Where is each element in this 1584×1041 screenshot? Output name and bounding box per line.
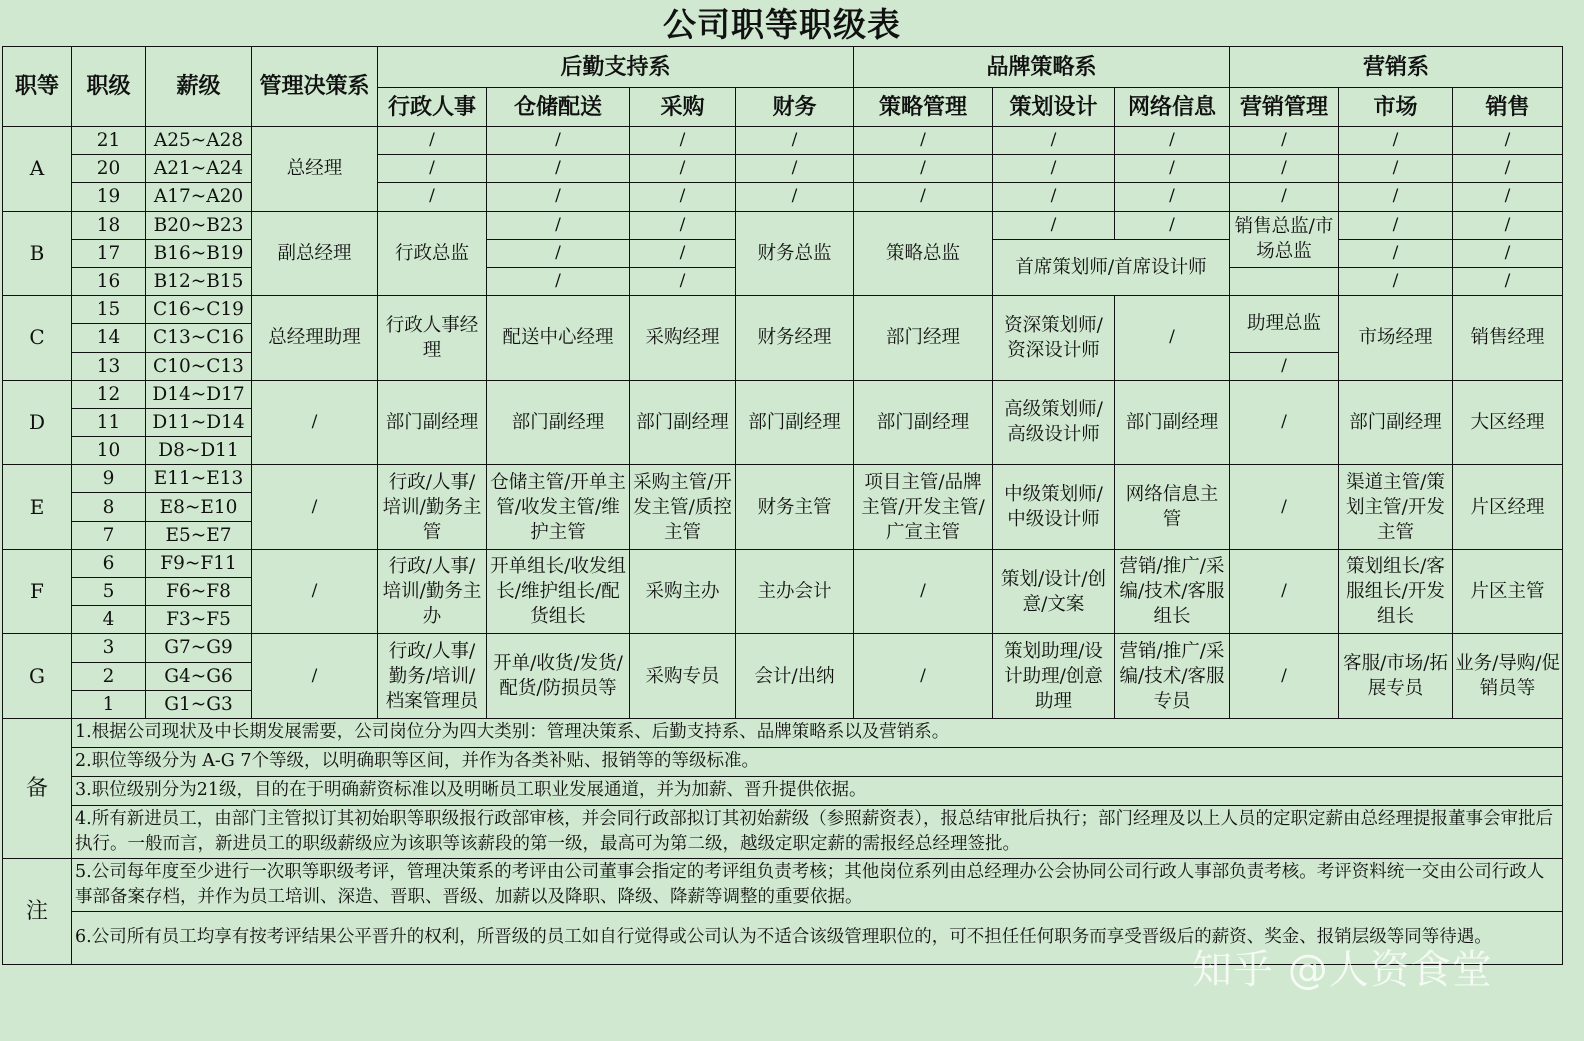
grade-f: F bbox=[3, 549, 72, 634]
salary-cell: G7~G9 bbox=[146, 634, 252, 662]
salary-cell: F9~F11 bbox=[146, 549, 252, 577]
cell-b-blank bbox=[1230, 267, 1339, 295]
salary-cell: A17~A20 bbox=[146, 183, 252, 211]
notes-label-2: 注 bbox=[3, 858, 72, 964]
level-cell: 12 bbox=[72, 380, 146, 408]
cell-g-sales: 业务/导购/促销员等 bbox=[1453, 634, 1563, 719]
level-cell: 1 bbox=[72, 690, 146, 718]
slash-cell: / bbox=[487, 183, 630, 211]
grade-c: C bbox=[3, 296, 72, 381]
slash-cell: / bbox=[1230, 549, 1339, 634]
cell-f-network: 营销/推广/采编/技术/客服组长 bbox=[1115, 549, 1230, 634]
cell-c-storage: 配送中心经理 bbox=[487, 296, 630, 381]
slash-cell: / bbox=[487, 127, 630, 155]
cell-e-storage: 仓储主管/开单主管/收发主管/维护主管 bbox=[487, 465, 630, 550]
table-row bbox=[3, 549, 1563, 577]
cell-d-strategy: 部门副经理 bbox=[854, 380, 993, 465]
slash-cell: / bbox=[252, 634, 378, 719]
notes-row bbox=[3, 805, 1563, 858]
slash-cell: / bbox=[1230, 380, 1339, 465]
level-cell: 20 bbox=[72, 155, 146, 183]
slash-cell: / bbox=[1453, 267, 1563, 295]
cell-f-admin: 行政/人事/培训/勤务主办 bbox=[378, 549, 487, 634]
slash-cell: / bbox=[1453, 211, 1563, 239]
cell-e-sales: 片区经理 bbox=[1453, 465, 1563, 550]
note-item: 2.职位等级分为 A-G 7个等级，以明确职等区间，并作为各类补贴、报销等的等级标准。 bbox=[72, 747, 1563, 776]
cell-g-design: 策划助理/设计助理/创意助理 bbox=[993, 634, 1115, 719]
cell-c-design: 资深策划师/资深设计师 bbox=[993, 296, 1115, 381]
slash-cell: / bbox=[736, 127, 854, 155]
cell-g-admin: 行政/人事/勤务/培训/档案管理员 bbox=[378, 634, 487, 719]
cell-g-finance: 会计/出纳 bbox=[736, 634, 854, 719]
cell-c-market: 市场经理 bbox=[1339, 296, 1453, 381]
grade-d: D bbox=[3, 380, 72, 465]
slash-cell: / bbox=[1230, 155, 1339, 183]
cell-a-mgmt: 总经理 bbox=[252, 127, 378, 212]
cell-g-storage: 开单/收货/发货/配货/防损员等 bbox=[487, 634, 630, 719]
notes-row bbox=[3, 747, 1563, 776]
slash-cell: / bbox=[378, 183, 487, 211]
slash-cell: / bbox=[1115, 183, 1230, 211]
slash-cell: / bbox=[1230, 183, 1339, 211]
level-cell: 18 bbox=[72, 211, 146, 239]
level-cell: 19 bbox=[72, 183, 146, 211]
level-cell: 14 bbox=[72, 324, 146, 352]
slash-cell: / bbox=[487, 155, 630, 183]
grade-g: G bbox=[3, 634, 72, 719]
slash-cell: / bbox=[1230, 352, 1339, 380]
cell-c-sales: 销售经理 bbox=[1453, 296, 1563, 381]
slash-cell: / bbox=[993, 155, 1115, 183]
cell-e-finance: 财务主管 bbox=[736, 465, 854, 550]
salary-cell: E8~E10 bbox=[146, 493, 252, 521]
cell-c-strategy: 部门经理 bbox=[854, 296, 993, 381]
header-level: 职级 bbox=[72, 47, 146, 127]
slash-cell: / bbox=[252, 549, 378, 634]
salary-cell: A25~A28 bbox=[146, 127, 252, 155]
table-row bbox=[3, 155, 1563, 183]
level-cell: 16 bbox=[72, 267, 146, 295]
cell-d-admin: 部门副经理 bbox=[378, 380, 487, 465]
level-cell: 8 bbox=[72, 493, 146, 521]
salary-cell: D14~D17 bbox=[146, 380, 252, 408]
slash-cell: / bbox=[252, 465, 378, 550]
cell-e-strategy: 项目主管/品牌主管/开发主管/广宣主管 bbox=[854, 465, 993, 550]
salary-cell: B16~B19 bbox=[146, 239, 252, 267]
slash-cell: / bbox=[1230, 465, 1339, 550]
cell-f-market: 策划组长/客服组长/开发组长 bbox=[1339, 549, 1453, 634]
slash-cell: / bbox=[993, 127, 1115, 155]
slash-cell: / bbox=[736, 183, 854, 211]
cell-d-finance: 部门副经理 bbox=[736, 380, 854, 465]
slash-cell: / bbox=[1230, 127, 1339, 155]
cell-e-market: 渠道主管/策划主管/开发主管 bbox=[1339, 465, 1453, 550]
header-design: 策划设计 bbox=[993, 88, 1115, 127]
table-row bbox=[3, 211, 1563, 239]
table-row bbox=[3, 634, 1563, 662]
level-cell: 21 bbox=[72, 127, 146, 155]
level-cell: 11 bbox=[72, 408, 146, 436]
header-logistics: 后勤支持系 bbox=[378, 47, 854, 88]
slash-cell: / bbox=[1230, 634, 1339, 719]
header-marketing: 营销系 bbox=[1230, 47, 1563, 88]
cell-f-storage: 开单组长/收发组长/维护组长/配货组长 bbox=[487, 549, 630, 634]
cell-e-purchase: 采购主管/开发主管/质控主管 bbox=[630, 465, 736, 550]
cell-e-admin: 行政/人事/培训/勤务主管 bbox=[378, 465, 487, 550]
slash-cell: / bbox=[1115, 155, 1230, 183]
level-cell: 2 bbox=[72, 662, 146, 690]
cell-d-design: 高级策划师/高级设计师 bbox=[993, 380, 1115, 465]
header-strategy: 策略管理 bbox=[854, 88, 993, 127]
slash-cell: / bbox=[993, 183, 1115, 211]
cell-e-design: 中级策划师/中级设计师 bbox=[993, 465, 1115, 550]
cell-f-design: 策划/设计/创意/文案 bbox=[993, 549, 1115, 634]
slash-cell: / bbox=[1115, 211, 1230, 239]
cell-b-admin: 行政总监 bbox=[378, 211, 487, 296]
cell-g-purchase: 采购专员 bbox=[630, 634, 736, 719]
slash-cell: / bbox=[630, 127, 736, 155]
slash-cell: / bbox=[1453, 183, 1563, 211]
slash-cell: / bbox=[487, 239, 630, 267]
cell-g-network: 营销/推广/采编/技术/客服专员 bbox=[1115, 634, 1230, 719]
slash-cell: / bbox=[1339, 127, 1453, 155]
cell-b-chief: 首席策划师/首席设计师 bbox=[993, 239, 1230, 295]
cell-d-purchase: 部门副经理 bbox=[630, 380, 736, 465]
slash-cell: / bbox=[378, 127, 487, 155]
note-item: 1.根据公司现状及中长期发展需要，公司岗位分为四大类别：管理决策系、后勤支持系、品牌策略系以及营销系。 bbox=[72, 718, 1563, 747]
cell-b-finance: 财务总监 bbox=[736, 211, 854, 296]
level-cell: 4 bbox=[72, 606, 146, 634]
slash-cell: / bbox=[1115, 127, 1230, 155]
salary-cell: F3~F5 bbox=[146, 606, 252, 634]
slash-cell: / bbox=[1339, 211, 1453, 239]
level-cell: 9 bbox=[72, 465, 146, 493]
header-brand: 品牌策略系 bbox=[854, 47, 1230, 88]
notes-row bbox=[3, 718, 1563, 747]
level-cell: 5 bbox=[72, 578, 146, 606]
cell-d-market: 部门副经理 bbox=[1339, 380, 1453, 465]
cell-c-purchase: 采购经理 bbox=[630, 296, 736, 381]
note-item: 4.所有新进员工，由部门主管拟订其初始职等职级报行政部审核，并会同行政部拟订其初始薪级（参照薪资表），报总结审批后执行；部门经理及以上人员的定职定薪由总经理提报董事会审批后执行。一般而言，新进员工的职级薪级应为该职等该薪段的第一级，最高可为第二级，越级定职定薪的需报经总经理签批。 bbox=[72, 805, 1563, 858]
slash-cell: / bbox=[993, 211, 1115, 239]
header-management: 管理决策系 bbox=[252, 47, 378, 127]
header-marketing-mgmt: 营销管理 bbox=[1230, 88, 1339, 127]
level-cell: 3 bbox=[72, 634, 146, 662]
slash-cell: / bbox=[1115, 296, 1230, 381]
level-cell: 7 bbox=[72, 521, 146, 549]
note-item: 3.职位级别分为21级，目的在于明确薪资标准以及明晰员工职业发展通道，并为加薪、晋升提供依据。 bbox=[72, 776, 1563, 805]
note-item: 5.公司每年度至少进行一次职等职级考评，管理决策系的考评由公司董事会指定的考评组负责考核；其他岗位系列由总经理办公会协同公司行政人事部负责考核。考评资料统一交由公司行政人事部备案存档，并作为员工培训、深造、晋职、晋级、加薪以及降职、降级、降薪等调整的重要依据。 bbox=[72, 858, 1563, 911]
slash-cell: / bbox=[630, 239, 736, 267]
salary-cell: G1~G3 bbox=[146, 690, 252, 718]
watermark: 知乎 @人资食堂 bbox=[1192, 947, 1493, 993]
grade-table bbox=[2, 46, 1563, 965]
slash-cell: / bbox=[630, 267, 736, 295]
header-grade: 职等 bbox=[3, 47, 72, 127]
salary-cell: C13~C16 bbox=[146, 324, 252, 352]
cell-f-sales: 片区主管 bbox=[1453, 549, 1563, 634]
header-purchase: 采购 bbox=[630, 88, 736, 127]
slash-cell: / bbox=[854, 634, 993, 719]
sheet bbox=[2, 4, 1562, 965]
header-salary: 薪级 bbox=[146, 47, 252, 127]
salary-cell: E5~E7 bbox=[146, 521, 252, 549]
cell-c-finance: 财务经理 bbox=[736, 296, 854, 381]
header-sales: 销售 bbox=[1453, 88, 1563, 127]
table-title: 公司职等职级表 bbox=[663, 5, 901, 44]
slash-cell: / bbox=[630, 183, 736, 211]
cell-e-network: 网络信息主管 bbox=[1115, 465, 1230, 550]
salary-cell: F6~F8 bbox=[146, 578, 252, 606]
slash-cell: / bbox=[487, 267, 630, 295]
header-market: 市场 bbox=[1339, 88, 1453, 127]
slash-cell: / bbox=[1339, 239, 1453, 267]
cell-c-marketing-mgmt: 助理总监 bbox=[1230, 296, 1339, 352]
header-finance: 财务 bbox=[736, 88, 854, 127]
cell-b-mgmt: 副总经理 bbox=[252, 211, 378, 296]
level-cell: 10 bbox=[72, 437, 146, 465]
level-cell: 13 bbox=[72, 352, 146, 380]
grade-a: A bbox=[3, 127, 72, 212]
cell-f-finance: 主办会计 bbox=[736, 549, 854, 634]
slash-cell: / bbox=[854, 155, 993, 183]
salary-cell: D11~D14 bbox=[146, 408, 252, 436]
salary-cell: C10~C13 bbox=[146, 352, 252, 380]
slash-cell: / bbox=[1453, 239, 1563, 267]
slash-cell: / bbox=[854, 183, 993, 211]
slash-cell: / bbox=[1339, 267, 1453, 295]
slash-cell: / bbox=[378, 155, 487, 183]
salary-cell: C16~C19 bbox=[146, 296, 252, 324]
slash-cell: / bbox=[1453, 155, 1563, 183]
cell-c-mgmt: 总经理助理 bbox=[252, 296, 378, 381]
cell-g-market: 客服/市场/拓展专员 bbox=[1339, 634, 1453, 719]
notes-label-1: 备 bbox=[3, 718, 72, 858]
salary-cell: B12~B15 bbox=[146, 267, 252, 295]
level-cell: 15 bbox=[72, 296, 146, 324]
slash-cell: / bbox=[252, 380, 378, 465]
grade-e: E bbox=[3, 465, 72, 550]
salary-cell: B20~B23 bbox=[146, 211, 252, 239]
header-storage: 仓储配送 bbox=[487, 88, 630, 127]
cell-d-network: 部门副经理 bbox=[1115, 380, 1230, 465]
cell-b-marketing: 销售总监/市场总监 bbox=[1230, 211, 1339, 267]
slash-cell: / bbox=[630, 155, 736, 183]
level-cell: 17 bbox=[72, 239, 146, 267]
salary-cell: A21~A24 bbox=[146, 155, 252, 183]
slash-cell: / bbox=[854, 549, 993, 634]
header-admin: 行政人事 bbox=[378, 88, 487, 127]
slash-cell: / bbox=[736, 155, 854, 183]
level-cell: 6 bbox=[72, 549, 146, 577]
salary-cell: D8~D11 bbox=[146, 437, 252, 465]
slash-cell: / bbox=[1339, 183, 1453, 211]
cell-b-strategy: 策略总监 bbox=[854, 211, 993, 296]
cell-c-admin: 行政人事经理 bbox=[378, 296, 487, 381]
slash-cell: / bbox=[487, 211, 630, 239]
cell-f-purchase: 采购主办 bbox=[630, 549, 736, 634]
header-row bbox=[3, 47, 1563, 88]
salary-cell: G4~G6 bbox=[146, 662, 252, 690]
cell-d-sales: 大区经理 bbox=[1453, 380, 1563, 465]
slash-cell: / bbox=[630, 211, 736, 239]
notes-row bbox=[3, 776, 1563, 805]
cell-d-storage: 部门副经理 bbox=[487, 380, 630, 465]
table-row bbox=[3, 380, 1563, 408]
slash-cell: / bbox=[1453, 127, 1563, 155]
salary-cell: E11~E13 bbox=[146, 465, 252, 493]
note-item: 6.公司所有员工均享有按考评结果公平晋升的权利，所晋级的员工如自行觉得或公司认为不适合该级管理职位的，可不担任任何职务而享受晋级后的薪资、奖金、报销层级等同等待遇。 bbox=[72, 911, 1563, 964]
grade-b: B bbox=[3, 211, 72, 296]
header-network: 网络信息 bbox=[1115, 88, 1230, 127]
slash-cell: / bbox=[854, 127, 993, 155]
table-row bbox=[3, 296, 1563, 324]
slash-cell: / bbox=[1339, 155, 1453, 183]
table-row bbox=[3, 465, 1563, 493]
table-row bbox=[3, 183, 1563, 211]
table-row bbox=[3, 127, 1563, 155]
notes-row bbox=[3, 858, 1563, 911]
